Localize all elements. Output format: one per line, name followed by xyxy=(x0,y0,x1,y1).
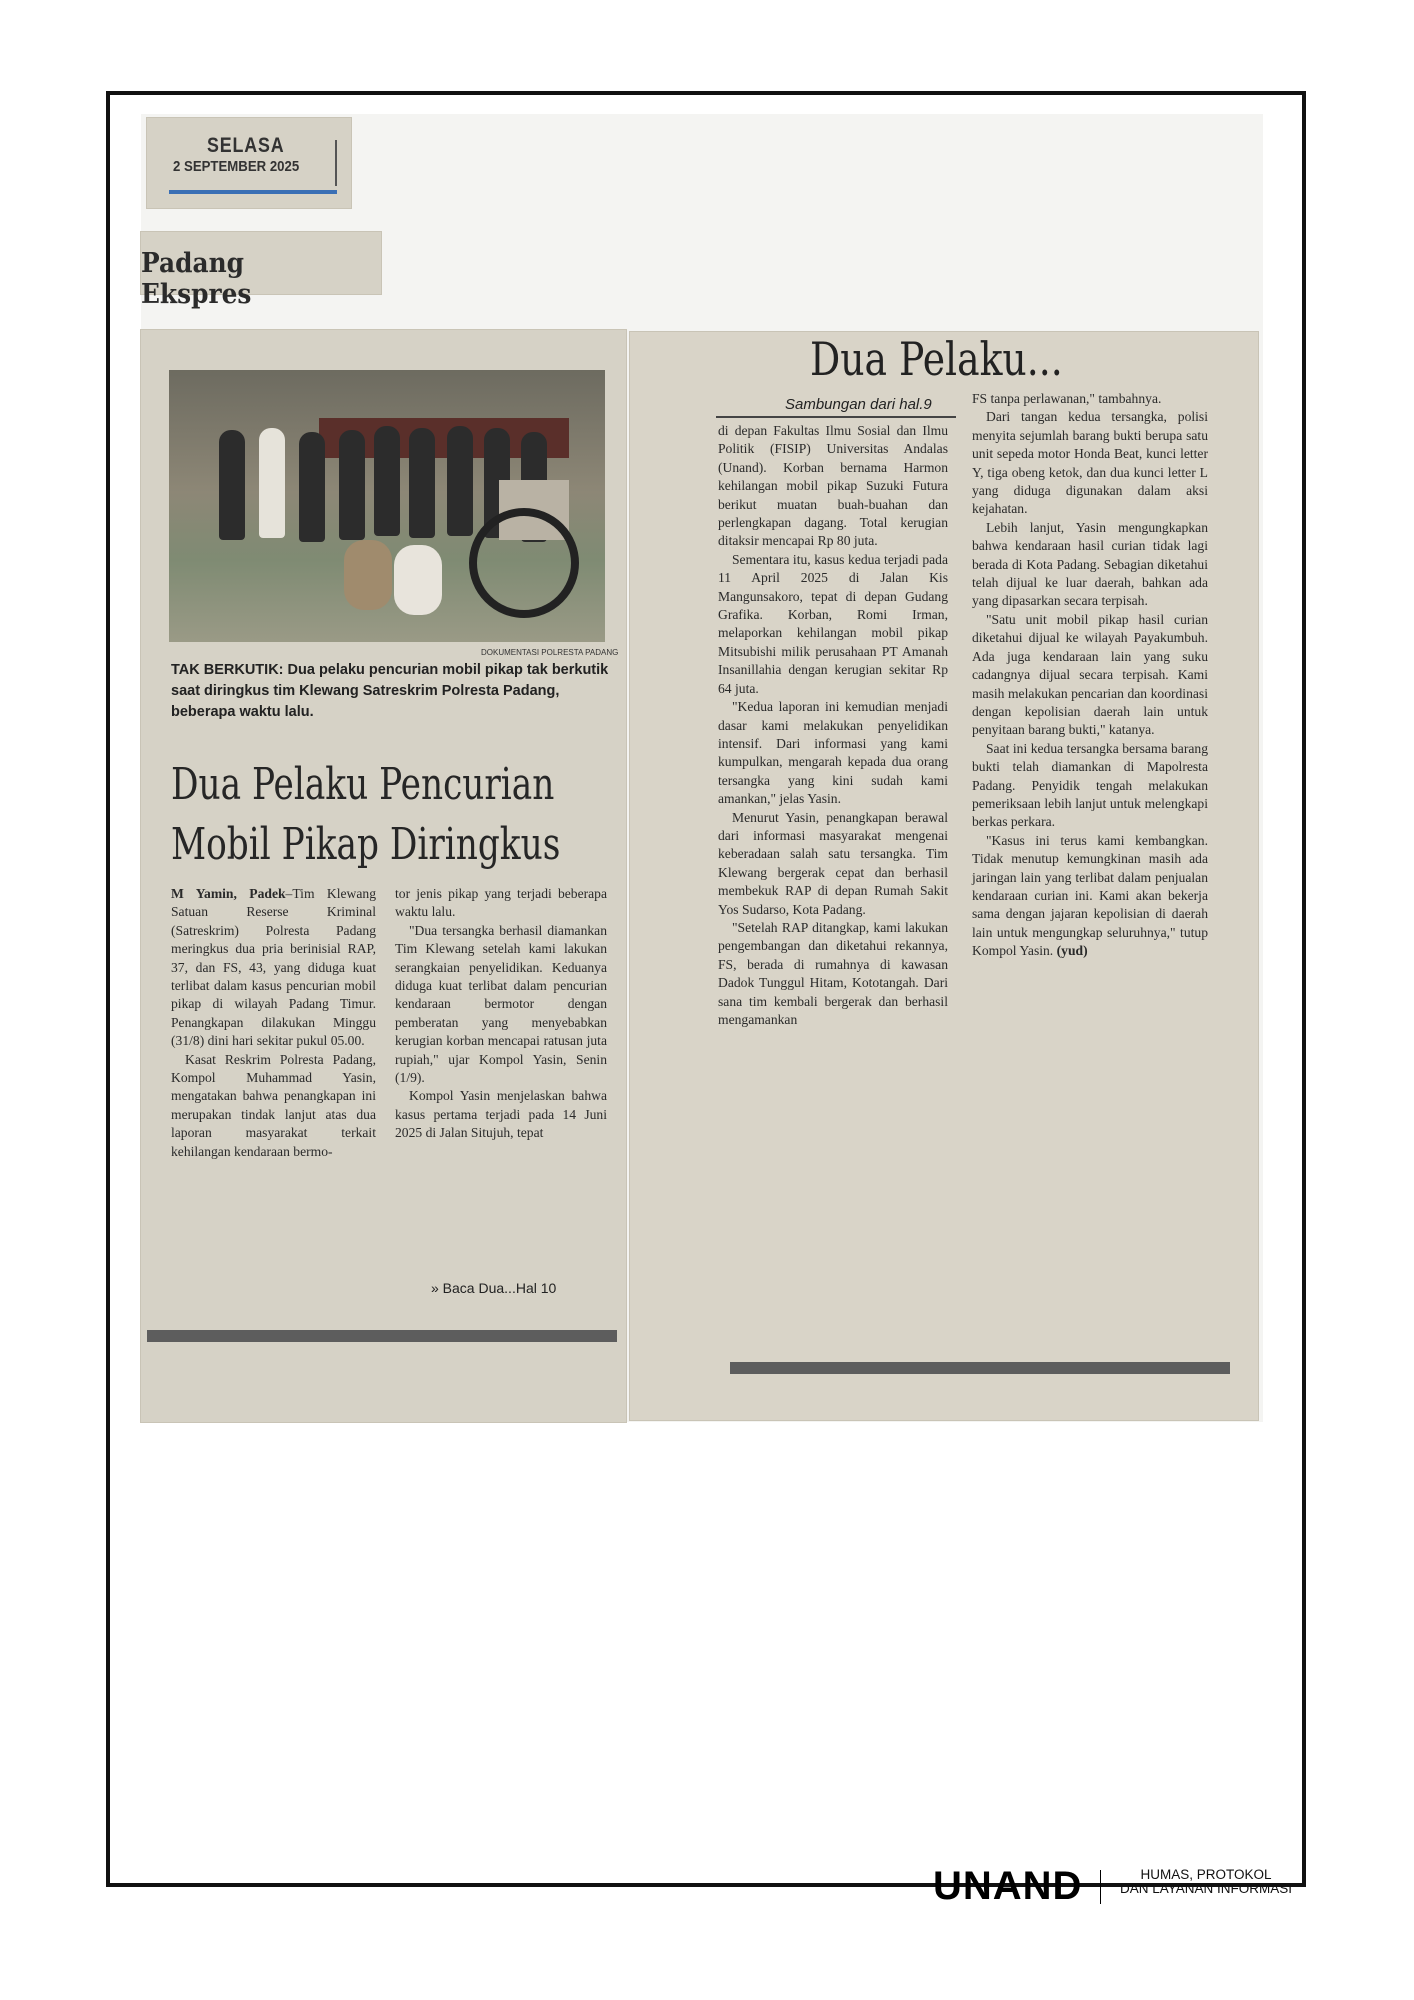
photo-credit: DOKUMENTASI POLRESTA PADANG xyxy=(481,648,619,657)
article-paragraph: FS tanpa perlawanan," tambahnya. xyxy=(972,391,1162,406)
photo-person xyxy=(259,428,285,538)
continued-underline xyxy=(716,416,956,418)
article-paragraph xyxy=(171,885,376,1051)
newspaper-name-clipping xyxy=(141,232,381,310)
date-label: 2 SEPTEMBER 2025 xyxy=(173,158,300,175)
date-underline xyxy=(169,190,337,194)
caption-text: Dua pelaku pencurian mobil pikap tak berkutik saat diringkus tim Klewang Satreskrim Polresta Padang, beberapa waktu lalu. xyxy=(171,662,609,720)
photo-caption xyxy=(171,660,611,723)
bottom-rule xyxy=(730,1362,1230,1374)
article-photo xyxy=(169,370,605,642)
paragraph-text: –Tim Klewang Satuan Reserse Kriminal (Satreskrim) Polresta Padang meringkus dua pria berinisial RAP, 37, dan FS, 43, yang diduga kuat terlibat dalam kasus pencurian mobil pikap di wilayah Padang Timur. Penangkapan dilakukan Minggu (31/8) dini hari sekitar pukul 05.00. xyxy=(171,886,376,1049)
headline-line-2: Mobil Pikap Diringkus xyxy=(171,819,561,870)
photo-person xyxy=(447,426,473,536)
article-paragraph: Kasat Reskrim Polresta Padang, Kompol Muhammad Yasin, mengatakan bahwa penangkapan ini merupakan tindak lanjut atas dua laporan masyarakat terkait kehilangan kendaraan bermo- xyxy=(171,1051,376,1159)
article-paragraph: "Satu unit mobil pikap hasil curian diketahui dijual ke wilayah Payakumbuh. Ada juga kendaraan lain yang suku cadangnya dijual secara terpisah. Kami masih melakukan pencarian dan koordinasi dengan kepolisian daerah lain untuk penyitaan barang bukti," katanya. xyxy=(972,611,1208,738)
date-divider xyxy=(335,140,337,186)
photo-person xyxy=(299,432,325,542)
continuation-column-2 xyxy=(972,390,1208,961)
article-paragraph: Dari tangan kedua tersangka, polisi menyita sejumlah barang bukti berupa satu unit sepeda motor Honda Beat, kunci letter Y, tiga obeng ketok, dan dua kunci letter L yang diduga digunakan dalam aksi kejahatan. xyxy=(972,409,1208,517)
day-label: SELASA xyxy=(207,134,285,157)
unand-logo: UNAND xyxy=(933,1864,1083,1908)
main-article-clipping xyxy=(141,330,626,1422)
article-paragraph: Saat ini kedua tersangka bersama barang bukti telah diamankan di Mapolresta Padang. Penyidik tengah melakukan pemeriksaan lebih lanjut untuk melengkapi berkas perkara. xyxy=(972,740,1208,830)
article-paragraph: tor jenis pikap yang terjadi beberapa waktu lalu. xyxy=(395,886,607,920)
article-headline xyxy=(171,755,561,875)
logo-subtitle-line-2: DAN LAYANAN INFORMASI xyxy=(1119,1881,1293,1896)
paragraph-text: "Kasus ini terus kami kembangkan. Tidak menutup kemungkinan masih ada jaringan lain yang terlibat dalam penjualan kendaraan curian ini. Kami akan bekerja sama dengan jajaran kepolisian di daerah lain untuk mengungkap seluruhnya," tutup Kompol Yasin. xyxy=(972,832,1208,959)
continuation-title: Dua Pelaku... xyxy=(810,332,1063,386)
photo-person xyxy=(219,430,245,540)
logo-divider xyxy=(1100,1870,1101,1904)
photo-person xyxy=(374,426,400,536)
article-paragraph: "Setelah RAP ditangkap, kami lakukan pengembangan dan diketahui rekannya, FS, berada di rumahnya di kawasan Dadok Tunggul Hitam, Kototangah. Dari sana tim kembali bergerak dan berhasil mengamankan xyxy=(718,919,948,1027)
photo-person xyxy=(409,428,435,538)
article-paragraph: Sementara itu, kasus kedua terjadi pada 11 April 2025 di Jalan Kis Mangunsakoro, tepat di depan Gudang Grafika. Korban, Romi Irman, melaporkan kehilangan mobil pikap Mitsubishi milik perusahaan PT Amanah Insanillahia dengan kerugian sekitar Rp 64 juta. xyxy=(718,551,948,696)
logo-subtitle-line-1: HUMAS, PROTOKOL xyxy=(1140,1867,1272,1882)
article-paragraph: "Kedua laporan ini kemudian menjadi dasar kami melakukan penyelidikan intensif. Dari informasi yang kami kumpulkan, mengarah kepada dua orang tersangka yang kini sudah kami amankan," jelas Yasin. xyxy=(718,699,948,807)
headline-line-1: Dua Pelaku Pencurian xyxy=(171,759,555,810)
article-paragraph: Kompol Yasin menjelaskan bahwa kasus pertama terjadi pada 14 Juni 2025 di Jalan Situjuh, tepat xyxy=(395,1088,607,1141)
logo-subtitle xyxy=(1106,1868,1306,1896)
continued-from-label: Sambungan dari hal.9 xyxy=(785,396,932,413)
photo-person xyxy=(339,430,365,540)
article-paragraph: Menurut Yasin, penangkapan berawal dari informasi masyarakat mengenai keberadaan salah satu tersangka. Tim Klewang bergerak cepat dan berhasil membekuk RAP di depan Rumah Sakit Yos Sudarso, Kota Padang. xyxy=(718,809,948,917)
bottom-rule xyxy=(147,1330,617,1342)
article-paragraph: "Dua tersangka berhasil diamankan Tim Klewang setelah kami lakukan serangkaian penyelidikan. Keduanya diduga kuat terlibat dalam pencurian kendaraan bermotor dengan pemberatan yang menyebabkan kerugian korban mencapai ratusan juta rupiah," ujar Kompol Yasin, Senin (1/9). xyxy=(395,922,607,1086)
photo-motorbike xyxy=(469,508,579,618)
newspaper-name: Padang Ekspres xyxy=(141,248,252,310)
caption-lead: TAK BERKUTIK: xyxy=(171,662,284,678)
read-more-link: » Baca Dua...Hal 10 xyxy=(431,1280,557,1296)
date-clipping xyxy=(147,118,351,208)
byline: M Yamin, Padek xyxy=(171,886,286,901)
continuation-column-1 xyxy=(718,422,948,1029)
article-paragraph xyxy=(972,832,1208,961)
photo-suspect xyxy=(394,545,442,615)
author-sign: (yud) xyxy=(1056,943,1088,959)
article-column-2 xyxy=(395,885,607,1143)
continuation-clipping xyxy=(630,332,1258,1420)
photo-suspect xyxy=(344,540,392,610)
article-paragraph: Lebih lanjut, Yasin mengungkapkan bahwa kendaraan hasil curian tidak lagi berada di Kota Padang. Sebagian diketahui telah dijual ke luar daerah, bahkan ada yang dipasarkan secara terpisah. xyxy=(972,519,1208,609)
article-paragraph: di depan Fakultas Ilmu Sosial dan Ilmu Politik (FISIP) Universitas Andalas (Unand). Korban bernama Harmon kehilangan mobil pikap Suzuki Futura berikut muatan buah-buahan dan perlengkapan dagang. Total kerugian ditaksir mencapai Rp 80 juta. xyxy=(718,423,948,549)
article-column-1 xyxy=(171,885,376,1161)
